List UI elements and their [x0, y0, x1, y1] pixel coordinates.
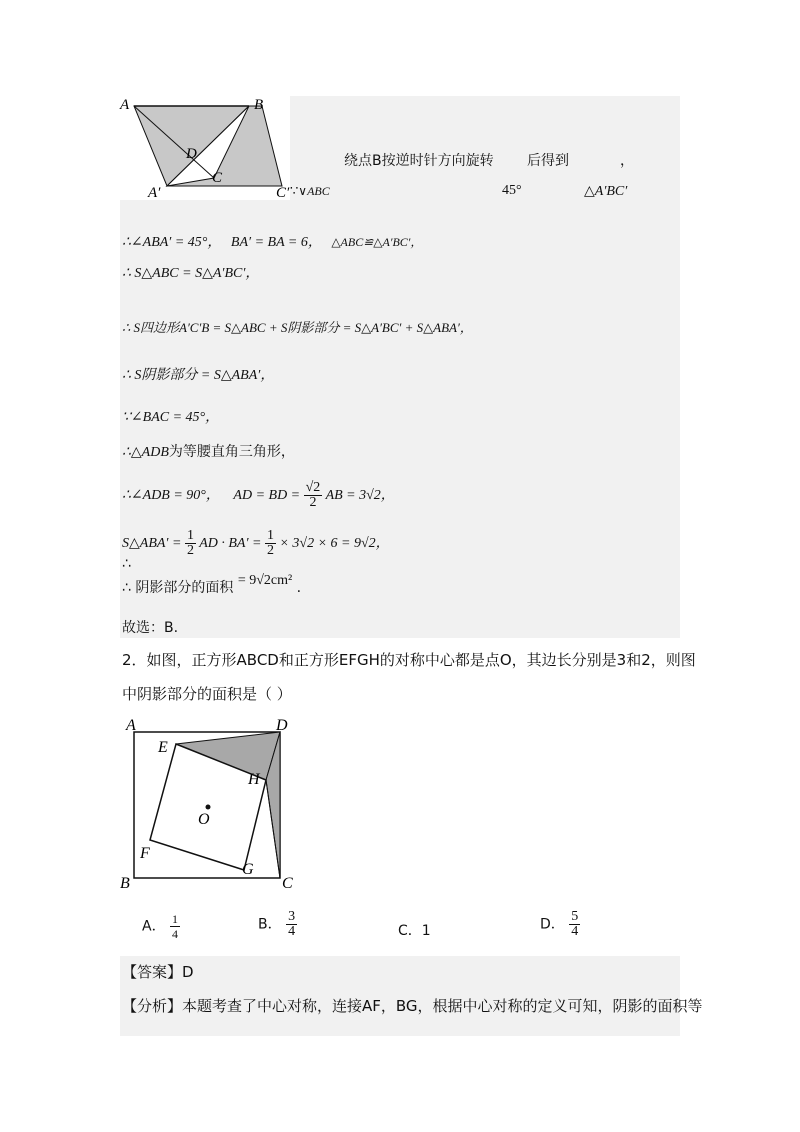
option-c-letter: C． [398, 923, 422, 939]
ad-times-ba: AD · BA′ = [199, 536, 262, 551]
option-b-letter: B． [258, 916, 282, 933]
label-D: D [186, 146, 197, 162]
answer-line: 【答案】D [122, 963, 194, 981]
option-d-letter: D． [540, 916, 565, 933]
label2-D: D [276, 717, 288, 734]
option-a-fraction: $\frac{1}{4}$ [172, 912, 179, 941]
label-A-prime: A′ [148, 185, 161, 201]
option-b-fraction: $\frac{3}{4}$ [288, 909, 296, 939]
question2-line2: 中阴影部分的面积是（ ） [122, 685, 292, 703]
label2-H: H [248, 771, 260, 788]
shaded-area-label: ∴ 阴影部分的面积 [122, 580, 234, 596]
solution-line-6 [122, 442, 295, 463]
because-abc [290, 184, 330, 199]
center-point-o [206, 805, 211, 810]
option-d[interactable] [540, 910, 580, 939]
rotate-after: 后得到 [527, 153, 569, 169]
ba-equals: BA′ = BA = 6， [230, 235, 322, 250]
option-c-value: 1 [421, 923, 431, 939]
option-a-letter: A． [142, 918, 166, 935]
angle-45: 45° [502, 183, 522, 198]
solution-line-8 [122, 526, 390, 562]
isosceles-right-text: 为等腰直角三角形， [168, 444, 295, 460]
label2-O: O [198, 811, 210, 828]
fraction-half-1: $\frac{1}{2}$ [186, 528, 194, 559]
label-C: C [212, 170, 223, 186]
rotate-text: 绕点B按逆时针方向旋转 [344, 153, 494, 169]
solution-choice: 故选：B. [122, 620, 179, 636]
label2-F: F [140, 845, 150, 862]
fraction-root2-over-2: $\frac{√2}{2}$ [305, 480, 321, 511]
option-d-fraction: $\frac{5}{4}$ [571, 909, 579, 939]
congruent-statement: △ABC≌△A′BC′， [331, 235, 423, 249]
figure2-diagram [118, 712, 308, 892]
solution-line-3: ∴ S四边形A′C′B = S△ABC + S阴影部分 = S△A′BC′ + S△ABA′， [122, 320, 473, 335]
angle-adb: ∴∠ADB = 90°， [122, 488, 220, 503]
label2-C: C [282, 875, 293, 892]
figure1-diagram [118, 94, 298, 204]
label2-E: E [158, 739, 168, 756]
triangle-adb: ∴△ADB [122, 445, 169, 460]
shaded-area-value: = 9√2cm² [237, 573, 293, 588]
fraction-half-2: $\frac{1}{2}$ [266, 528, 274, 559]
triangle-abc-label: ∨ABC [298, 184, 330, 198]
label-C-prime: C′ [276, 185, 290, 201]
label2-B: B [120, 875, 130, 892]
ab-value: AB = 3√2， [325, 488, 395, 503]
area-result: × 3√2 × 6 = 9√2， [279, 536, 390, 551]
period: . [296, 580, 302, 596]
label-A: A [120, 97, 130, 113]
question2-line1: 2．如图，正方形ABCD和正方形EFGH的对称中心都是点O，其边长分别是3和2，则图 [122, 651, 696, 669]
therefore-symbol: ∴ [122, 556, 131, 572]
solution-line-7 [122, 478, 395, 514]
solution-line-9 [122, 573, 302, 599]
ad-bd-equals: AD = BD = [233, 488, 301, 503]
solution-line-4: ∴ S阴影部分 = S△ABA′， [122, 368, 275, 383]
angle-aba-prime: ∴∠ABA′ = 45°， [122, 235, 222, 250]
option-c[interactable] [398, 920, 431, 940]
label2-A: A [126, 717, 136, 734]
analysis-line: 【分析】本题考查了中心对称，连接AF，BG，根据中心对称的定义可知，阴影的面积等 [122, 997, 703, 1015]
solution-line-5: ∵∠BAC = 45°， [122, 410, 220, 425]
option-a[interactable] [142, 912, 180, 941]
because-symbol: ∵ [290, 184, 299, 199]
area-aba-prime: S△ABA′ = [122, 536, 182, 551]
option-b[interactable] [258, 910, 297, 939]
solution-line-2: ∴ S△ABC = S△A′BC′， [122, 266, 260, 281]
triangle-abc-prime: △A′BC′ [584, 184, 628, 199]
label-B: B [254, 97, 264, 113]
solution-line-1 [122, 232, 422, 253]
label2-G: G [242, 861, 254, 878]
rotate-comma: ， [620, 153, 634, 169]
